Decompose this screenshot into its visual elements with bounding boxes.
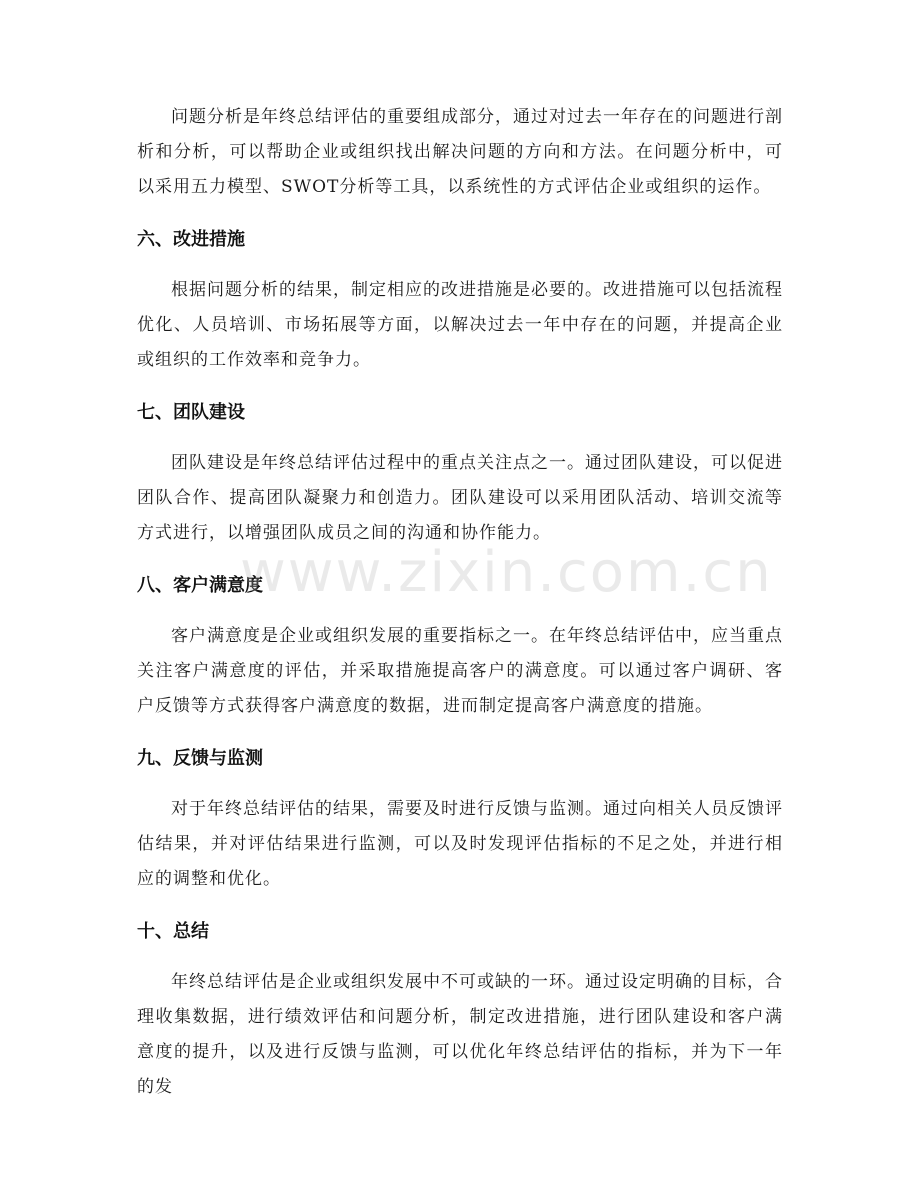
section-paragraph-improvement: 根据问题分析的结果，制定相应的改进措施是必要的。改进措施可以包括流程优化、人员培训、市场拓展等方面，以解决过去一年中存在的问题，并提高企业或组织的工作效率和竞争力。 [137, 280, 783, 370]
intro-paragraph: 问题分析是年终总结评估的重要组成部分，通过对过去一年存在的问题进行剖析和分析，可以帮助企业或组织找出解决问题的方向和方法。在问题分析中，可以采用五力模型、SWOT分析等工具，以系统性的方式评估企业或组织的运作。 [137, 107, 783, 197]
section-heading-summary: 十、总结 [137, 921, 209, 942]
section-paragraph-summary: 年终总结评估是企业或组织发展中不可或缺的一环。通过设定明确的目标，合理收集数据，进行绩效评估和问题分析，制定改进措施，进行团队建设和客户满意度的提升，以及进行反馈与监测，可以优化年终总结评估的指标，并为下一年的发 [137, 972, 783, 1097]
section-heading-customer: 八、客户满意度 [137, 575, 263, 596]
section-paragraph-customer: 客户满意度是企业或组织发展的重要指标之一。在年终总结评估中，应当重点关注客户满意度的评估，并采取措施提高客户的满意度。可以通过客户调研、客户反馈等方式获得客户满意度的数据，进而制定提高客户满意度的措施。 [137, 626, 783, 716]
section-heading-team: 七、团队建设 [137, 402, 245, 423]
section-paragraph-feedback: 对于年终总结评估的结果，需要及时进行反馈与监测。通过向相关人员反馈评估结果，并对评估结果进行监测，可以及时发现评估指标的不足之处，并进行相应的调整和优化。 [137, 799, 783, 889]
watermark: www.zixin.com.cn [240, 540, 773, 605]
section-paragraph-team: 团队建设是年终总结评估过程中的重点关注点之一。通过团队建设，可以促进团队合作、提高团队凝聚力和创造力。团队建设可以采用团队活动、培训交流等方式进行，以增强团队成员之间的沟通和协作能力。 [137, 453, 783, 543]
document-body [137, 100, 783, 1105]
section-heading-feedback: 九、反馈与监测 [137, 748, 263, 769]
section-heading-improvement: 六、改进措施 [137, 229, 245, 250]
